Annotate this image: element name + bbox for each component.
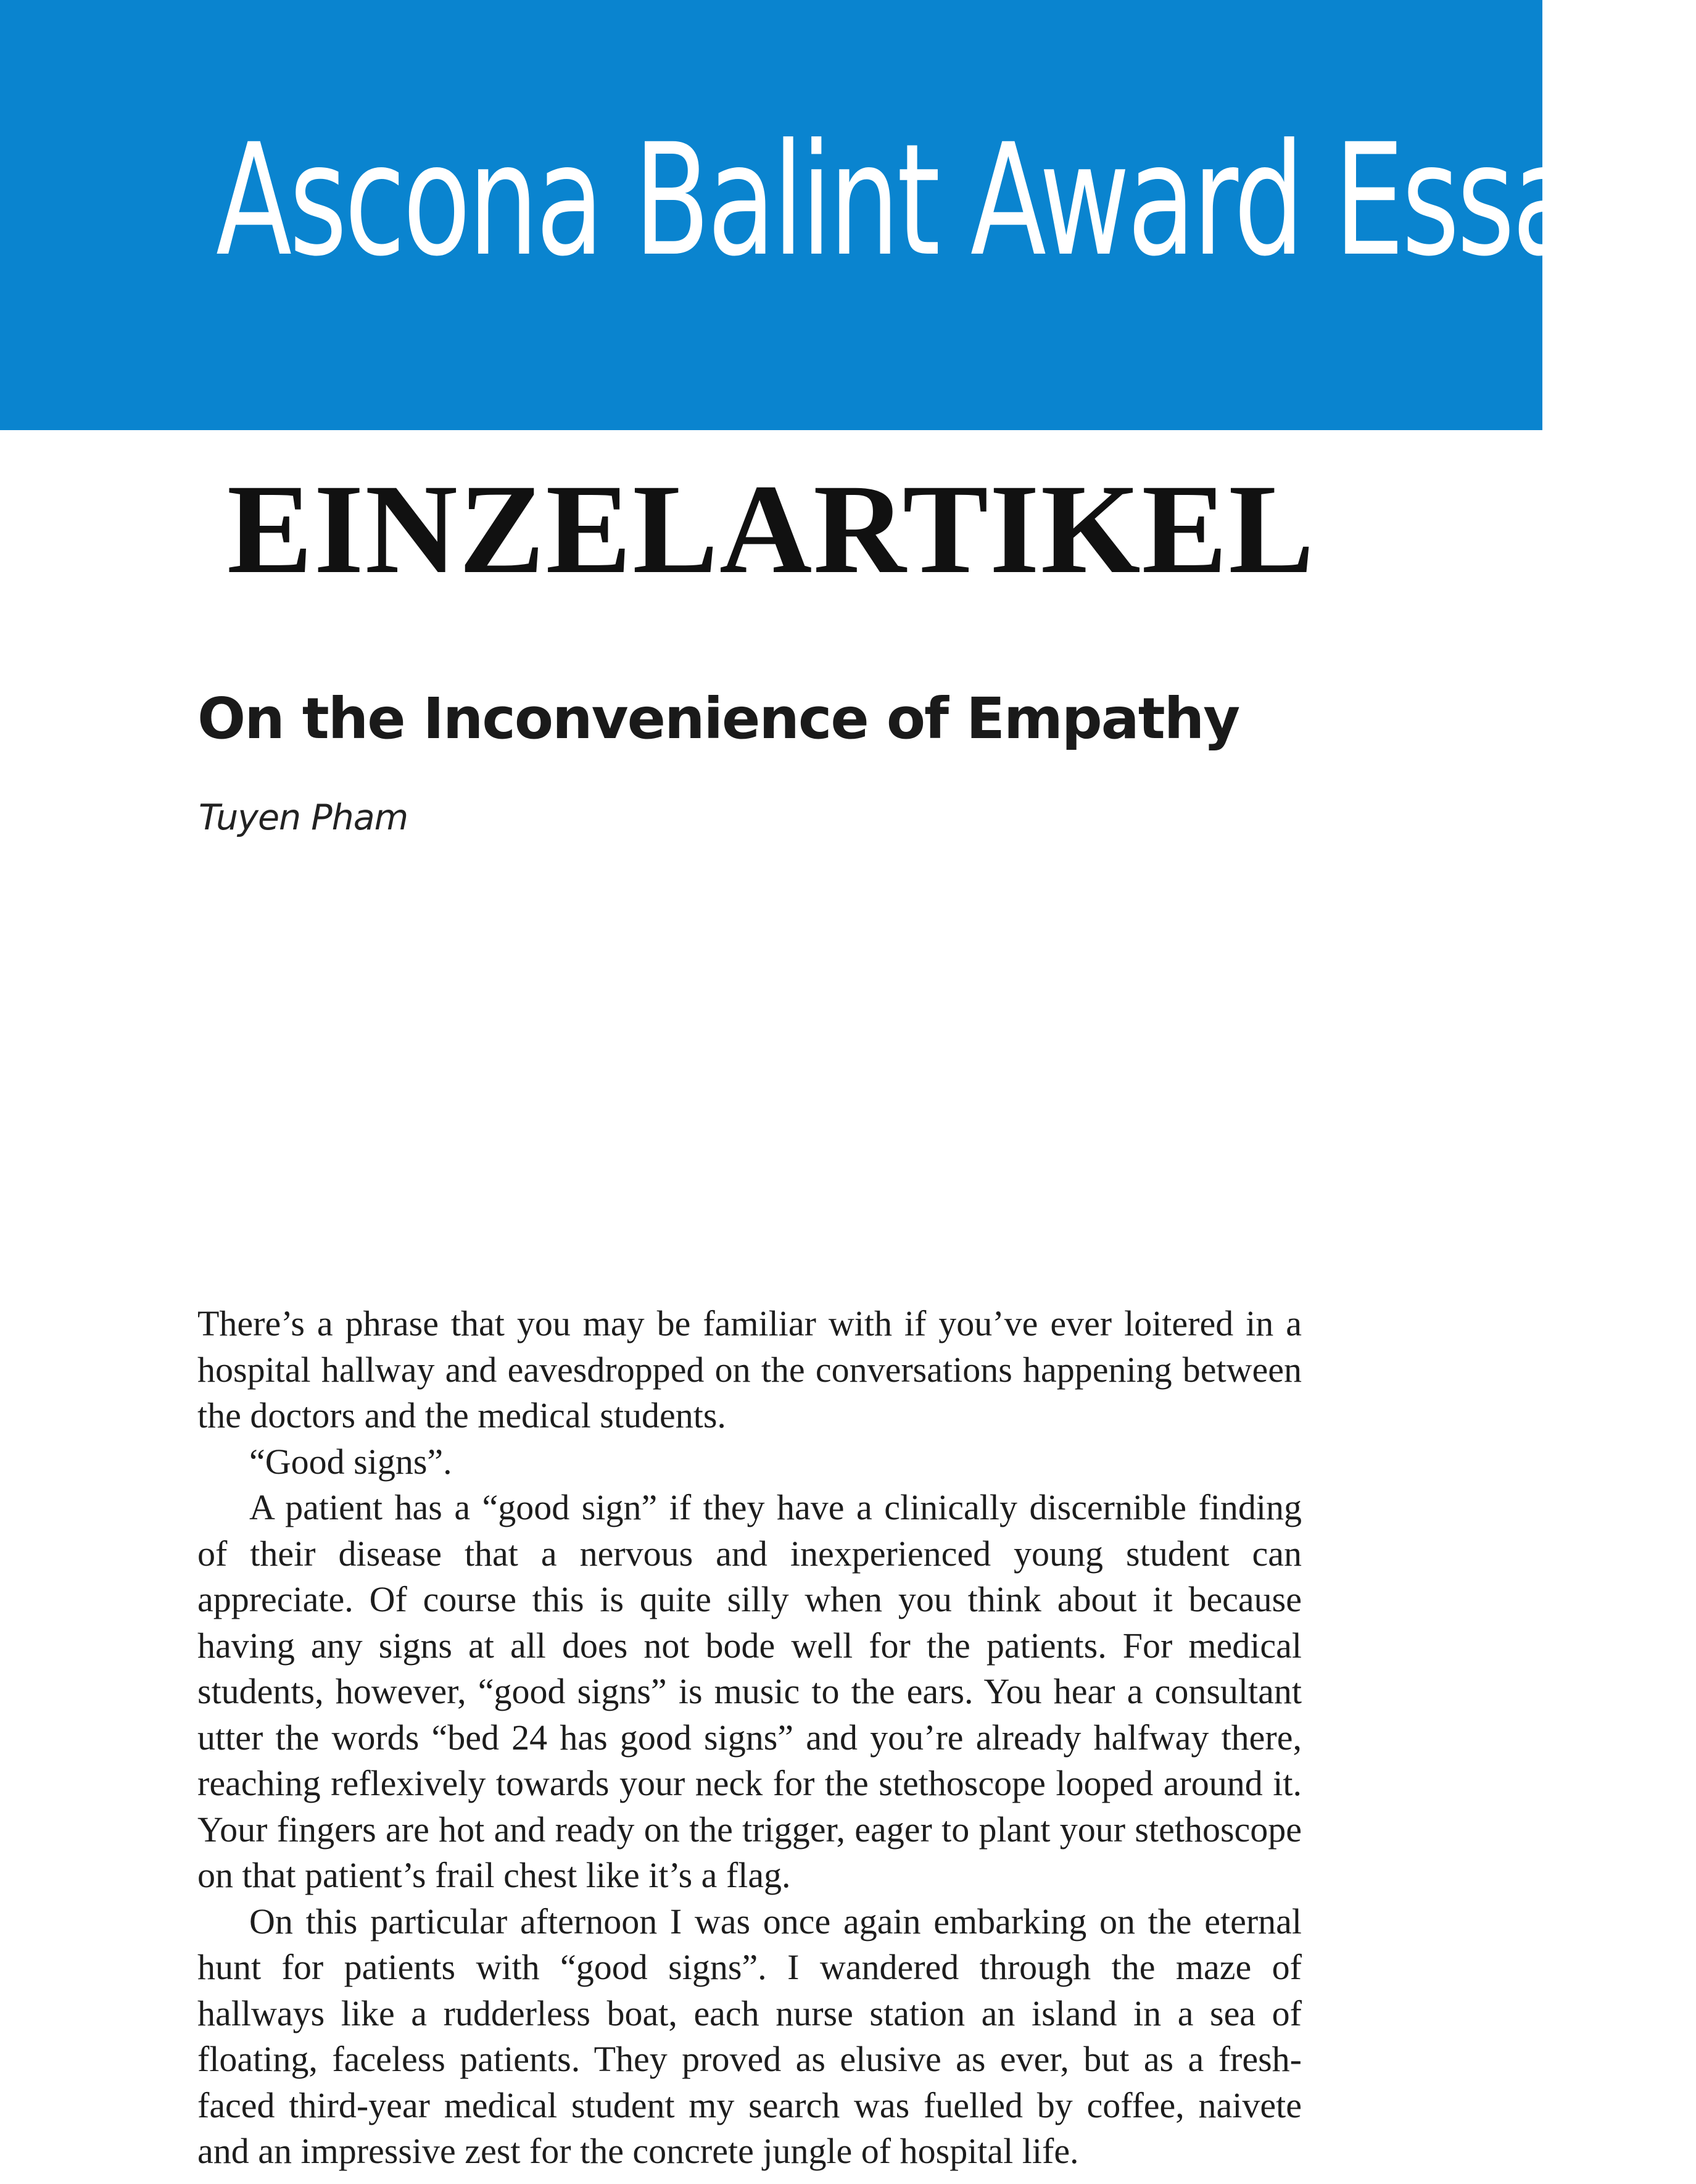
body-paragraph-4: On this particular afternoon I was once again embarking on the eternal hunt for patients with “good signs”. I wandered through the maze of hallways like a rudderless boat, each nurse station an island in a sea of floating, faceless patients. They proved as elusive as ever, but as a fresh-faced third-year medical student my search was fuelled by coffee, naivete and an impressive zest for the concrete jungle of hospital life. bbox=[197, 1901, 1302, 2171]
series-title: Ascona Balint Award Essays bbox=[215, 110, 1696, 290]
body-paragraph-3: A patient has a “good sign” if they have a clinically discernible finding of their disease that a nervous and inexperienced young student can appreciate. Of course this is quite silly when you think about it because having any signs at all does not bode well for the patients. For medical students, however, “good signs” is music to the ears. You hear a consultant utter the words “bed 24 has good signs” and you’re already halfway there, reaching reflexively towards your neck for the stethoscope looped around it. Your fingers are hot and ready on the trigger, eager to plant your stethoscope on that patient’s frail chest like it’s a flag. bbox=[197, 1487, 1302, 1895]
article-type-label: EINZELARTIKEL bbox=[226, 458, 1316, 600]
essay-body bbox=[197, 1301, 1302, 2175]
body-paragraph-1: There’s a phrase that you may be familiar with if you’ve ever loitered in a hospital hallway and eavesdropped on the conversations happening between the doctors and the medical students. bbox=[197, 1303, 1302, 1435]
series-banner bbox=[0, 0, 1696, 430]
essay-author: Tuyen Pham bbox=[199, 797, 408, 838]
body-paragraph-2: “Good signs”. bbox=[249, 1441, 452, 1482]
essay-title: On the Inconvenience of Empathy bbox=[197, 686, 1239, 752]
